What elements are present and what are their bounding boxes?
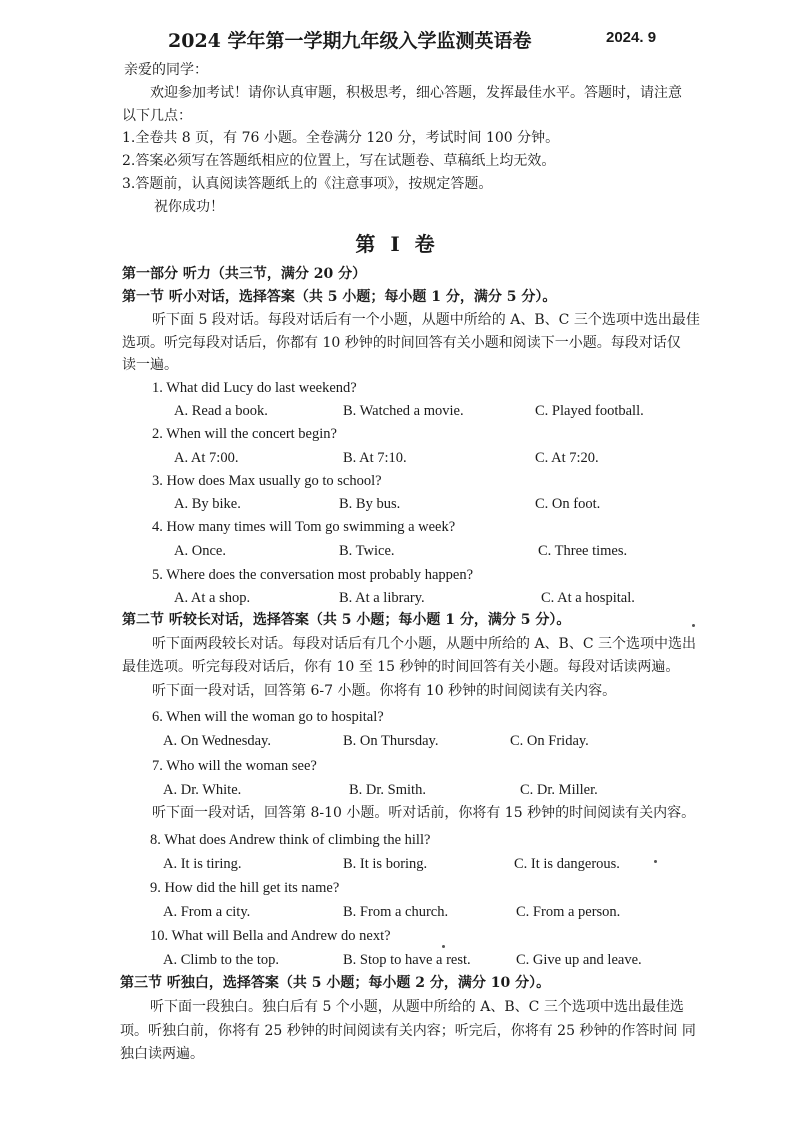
question-2: 2. When will the concert begin? xyxy=(152,426,337,442)
question-10: 10. What will Bella and Andrew do next? xyxy=(150,928,391,944)
q8-option-b: B. It is boring. xyxy=(343,856,428,872)
q10-option-c: C. Give up and leave. xyxy=(516,952,642,968)
section2-instruction-line1: 听下面两段较长对话。每段对话后有几个小题，从题中所给的 A、B、C 三个选项中选出 xyxy=(152,636,697,652)
section1-heading: 第一节 听小对话，选择答案（共 5 小题；每小题 1 分，满分 5 分）。 xyxy=(122,289,557,305)
q6-option-c: C. On Friday. xyxy=(510,733,589,749)
q9-option-b: B. From a church. xyxy=(343,904,449,920)
exam-title: 2024 学年第一学期九年级入学监测英语卷 xyxy=(168,30,532,52)
question-8: 8. What does Andrew think of climbing the hill? xyxy=(150,832,431,848)
q5-option-c: C. At a hospital. xyxy=(541,590,635,606)
section3-instruction-line1: 听下面一段独白。独白后有 5 个小题，从题中所给的 A、B、C 三个选项中选出最佳选 xyxy=(150,999,684,1015)
q10-option-a: A. Climb to the top. xyxy=(163,952,279,968)
q5-option-a: A. At a shop. xyxy=(174,590,251,606)
q7-option-a: A. Dr. White. xyxy=(163,782,242,798)
notice-intro-line1: 欢迎参加考试！请你认真审题，积极思考，细心答题，发挥最佳水平。答题时，请注意 xyxy=(150,85,682,101)
section3-heading: 第三节 听独白，选择答案（共 5 小题；每小题 2 分，满分 10 分）。 xyxy=(120,975,551,991)
notice-intro-line2: 以下几点： xyxy=(122,108,192,124)
q3-option-a: A. By bike. xyxy=(174,496,241,512)
q4-option-b: B. Twice. xyxy=(339,543,395,559)
section1-instruction-line2: 选项。听完每段对话后，你都有 10 秒钟的时间回答有关小题和阅读下一小题。每段对话仅 xyxy=(122,335,681,351)
q10-option-b: B. Stop to have a rest. xyxy=(343,952,471,968)
section3-instruction-line2: 项。听独白前，你将有 25 秒钟的时间阅读有关内容；听完后，你将有 25 秒钟的作答时间 同 xyxy=(120,1023,696,1039)
scan-speck xyxy=(442,945,445,948)
question-7: 7. Who will the woman see? xyxy=(152,758,317,774)
question-1: 1. What did Lucy do last weekend? xyxy=(152,380,357,396)
question-3: 3. How does Max usually go to school? xyxy=(152,473,382,489)
section1-instruction-line1: 听下面 5 段对话。每段对话后有一个小题，从题中所给的 A、B、C 三个选项中选出最佳 xyxy=(152,312,700,328)
question-9: 9. How did the hill get its name? xyxy=(150,880,340,896)
q1-option-b: B. Watched a movie. xyxy=(343,403,464,419)
q8-option-a: A. It is tiring. xyxy=(163,856,242,872)
notice-greeting: 亲爱的同学： xyxy=(124,62,208,78)
q1-option-a: A. Read a book. xyxy=(174,403,268,419)
question-4: 4. How many times will Tom go swimming a week? xyxy=(152,519,456,535)
q9-option-c: C. From a person. xyxy=(516,904,621,920)
q9-option-a: A. From a city. xyxy=(163,904,251,920)
scan-speck xyxy=(654,860,657,863)
section1-instruction-line3: 读一遍。 xyxy=(122,357,178,373)
section3-instruction-line3: 独白读两遍。 xyxy=(120,1046,204,1062)
q3-option-b: B. By bus. xyxy=(339,496,401,512)
header xyxy=(0,26,794,54)
q8-option-c: C. It is dangerous. xyxy=(514,856,620,872)
section2-instruction-line2: 最佳选项。听完每段对话后，你有 10 至 15 秒钟的时间回答有关小题。每段对话读两遍。 xyxy=(122,659,680,675)
notice-item-3: 3.答题前，认真阅读答题纸上的《注意事项》，按规定答题。 xyxy=(122,176,493,192)
q2-option-b: B. At 7:10. xyxy=(343,450,407,466)
part1-heading: 第一部分 听力（共三节，满分 20 分） xyxy=(122,266,367,282)
q4-option-a: A. Once. xyxy=(174,543,226,559)
question-5: 5. Where does the conversation most probably happen? xyxy=(152,567,474,583)
scan-speck xyxy=(692,624,695,627)
q7-option-c: C. Dr. Miller. xyxy=(520,782,598,798)
section2-lead-2: 听下面一段对话，回答第 8-10 小题。听对话前，你将有 15 秒钟的时间阅读有关内容。 xyxy=(152,805,696,821)
q2-option-a: A. At 7:00. xyxy=(174,450,239,466)
q6-option-a: A. On Wednesday. xyxy=(163,733,271,749)
exam-date: 2024. 9 xyxy=(606,29,657,46)
notice-item-1: 1.全卷共 8 页，有 76 小题。全卷满分 120 分，考试时间 100 分钟。 xyxy=(122,130,560,146)
q5-option-b: B. At a library. xyxy=(339,590,425,606)
notice-wish: 祝你成功！ xyxy=(154,199,224,215)
q4-option-c: C. Three times. xyxy=(538,543,628,559)
q7-option-b: B. Dr. Smith. xyxy=(349,782,426,798)
section2-lead-1: 听下面一段对话，回答第 6-7 小题。你将有 10 秒钟的时间阅读有关内容。 xyxy=(152,683,617,699)
q2-option-c: C. At 7:20. xyxy=(535,450,599,466)
volume-title: 第 I 卷 xyxy=(355,232,439,256)
q1-option-c: C. Played football. xyxy=(535,403,644,419)
notice-item-2: 2.答案必须写在答题纸相应的位置上，写在试题卷、草稿纸上均无效。 xyxy=(122,153,556,169)
q6-option-b: B. On Thursday. xyxy=(343,733,439,749)
section2-heading: 第二节 听较长对话，选择答案（共 5 小题；每小题 1 分，满分 5 分）。 xyxy=(122,612,571,628)
question-6: 6. When will the woman go to hospital? xyxy=(152,709,384,725)
q3-option-c: C. On foot. xyxy=(535,496,601,512)
